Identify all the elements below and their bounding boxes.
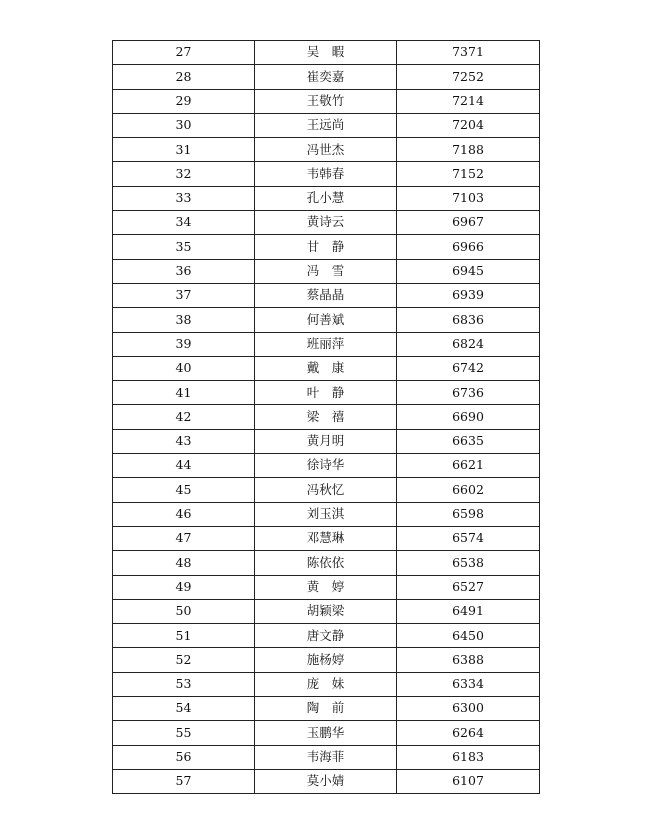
rank-cell: 38 (113, 308, 255, 332)
name-cell: 庞 妹 (255, 672, 397, 696)
name-cell: 玉鹏华 (255, 721, 397, 745)
score-cell: 6527 (397, 575, 540, 599)
name-cell: 胡颖梁 (255, 599, 397, 623)
rank-cell: 30 (113, 113, 255, 137)
score-cell: 7152 (397, 162, 540, 186)
table-row (113, 356, 540, 380)
table-row (113, 308, 540, 332)
name-cell: 黄月明 (255, 429, 397, 453)
rank-cell: 39 (113, 332, 255, 356)
score-cell: 6183 (397, 745, 540, 769)
name-cell: 冯世杰 (255, 138, 397, 162)
score-cell: 6264 (397, 721, 540, 745)
rank-cell: 52 (113, 648, 255, 672)
rank-cell: 28 (113, 65, 255, 89)
rank-cell: 37 (113, 283, 255, 307)
rank-cell: 48 (113, 551, 255, 575)
table-row (113, 405, 540, 429)
score-cell: 6966 (397, 235, 540, 259)
rank-cell: 54 (113, 697, 255, 721)
score-cell: 6334 (397, 672, 540, 696)
rank-cell: 46 (113, 502, 255, 526)
table-row (113, 454, 540, 478)
table-row (113, 599, 540, 623)
table-row (113, 381, 540, 405)
rank-cell: 51 (113, 624, 255, 648)
name-cell: 陈依依 (255, 551, 397, 575)
score-cell: 7103 (397, 186, 540, 210)
name-cell: 孔小慧 (255, 186, 397, 210)
table-row (113, 65, 540, 89)
name-cell: 冯 雪 (255, 259, 397, 283)
name-cell: 韦海菲 (255, 745, 397, 769)
table-row (113, 478, 540, 502)
table-row (113, 89, 540, 113)
name-cell: 戴 康 (255, 356, 397, 380)
score-cell: 6300 (397, 697, 540, 721)
rank-cell: 43 (113, 429, 255, 453)
score-cell: 6107 (397, 769, 540, 793)
name-cell: 刘玉淇 (255, 502, 397, 526)
table-row (113, 745, 540, 769)
score-cell: 6836 (397, 308, 540, 332)
name-cell: 甘 静 (255, 235, 397, 259)
score-cell: 6388 (397, 648, 540, 672)
name-cell: 冯秋忆 (255, 478, 397, 502)
rank-cell: 35 (113, 235, 255, 259)
score-cell: 6635 (397, 429, 540, 453)
name-cell: 班丽萍 (255, 332, 397, 356)
name-cell: 邓慧琳 (255, 526, 397, 550)
table-row (113, 672, 540, 696)
ranking-table (112, 40, 540, 794)
rank-cell: 44 (113, 454, 255, 478)
score-cell: 6491 (397, 599, 540, 623)
table-row (113, 551, 540, 575)
name-cell: 梁 禧 (255, 405, 397, 429)
rank-cell: 45 (113, 478, 255, 502)
rank-cell: 32 (113, 162, 255, 186)
score-cell: 7188 (397, 138, 540, 162)
table-row (113, 211, 540, 235)
score-cell: 6621 (397, 454, 540, 478)
name-cell: 徐诗华 (255, 454, 397, 478)
rank-cell: 41 (113, 381, 255, 405)
score-cell: 6824 (397, 332, 540, 356)
rank-cell: 57 (113, 769, 255, 793)
table-row (113, 186, 540, 210)
rank-cell: 50 (113, 599, 255, 623)
rank-cell: 27 (113, 41, 255, 65)
score-cell: 6690 (397, 405, 540, 429)
table-row (113, 332, 540, 356)
name-cell: 崔奕嘉 (255, 65, 397, 89)
score-cell: 7252 (397, 65, 540, 89)
rank-cell: 40 (113, 356, 255, 380)
table-row (113, 429, 540, 453)
name-cell: 叶 静 (255, 381, 397, 405)
rank-cell: 56 (113, 745, 255, 769)
rank-cell: 42 (113, 405, 255, 429)
name-cell: 吴 暇 (255, 41, 397, 65)
name-cell: 黄诗云 (255, 211, 397, 235)
table-row (113, 138, 540, 162)
table-row (113, 41, 540, 65)
score-cell: 6967 (397, 211, 540, 235)
table-row (113, 697, 540, 721)
score-cell: 6450 (397, 624, 540, 648)
score-cell: 6939 (397, 283, 540, 307)
name-cell: 韦韩春 (255, 162, 397, 186)
rank-cell: 29 (113, 89, 255, 113)
score-cell: 6945 (397, 259, 540, 283)
table-row (113, 624, 540, 648)
name-cell: 王远尚 (255, 113, 397, 137)
table-row (113, 526, 540, 550)
name-cell: 陶 前 (255, 697, 397, 721)
table-row (113, 162, 540, 186)
score-cell: 6602 (397, 478, 540, 502)
table-row (113, 721, 540, 745)
ranking-table-body (113, 41, 540, 794)
rank-cell: 49 (113, 575, 255, 599)
rank-cell: 31 (113, 138, 255, 162)
name-cell: 唐文静 (255, 624, 397, 648)
name-cell: 蔡晶晶 (255, 283, 397, 307)
table-row (113, 283, 540, 307)
table-row (113, 648, 540, 672)
name-cell: 莫小婧 (255, 769, 397, 793)
table-row (113, 769, 540, 793)
name-cell: 施杨婷 (255, 648, 397, 672)
table-row (113, 259, 540, 283)
name-cell: 王敬竹 (255, 89, 397, 113)
name-cell: 黄 婷 (255, 575, 397, 599)
score-cell: 6598 (397, 502, 540, 526)
rank-cell: 34 (113, 211, 255, 235)
name-cell: 何善斌 (255, 308, 397, 332)
score-cell: 7371 (397, 41, 540, 65)
rank-cell: 53 (113, 672, 255, 696)
table-row (113, 235, 540, 259)
table-row (113, 502, 540, 526)
rank-cell: 33 (113, 186, 255, 210)
rank-cell: 36 (113, 259, 255, 283)
score-cell: 6574 (397, 526, 540, 550)
rank-cell: 55 (113, 721, 255, 745)
score-cell: 6736 (397, 381, 540, 405)
rank-cell: 47 (113, 526, 255, 550)
table-row (113, 113, 540, 137)
score-cell: 7204 (397, 113, 540, 137)
score-cell: 6538 (397, 551, 540, 575)
score-cell: 6742 (397, 356, 540, 380)
score-cell: 7214 (397, 89, 540, 113)
table-row (113, 575, 540, 599)
